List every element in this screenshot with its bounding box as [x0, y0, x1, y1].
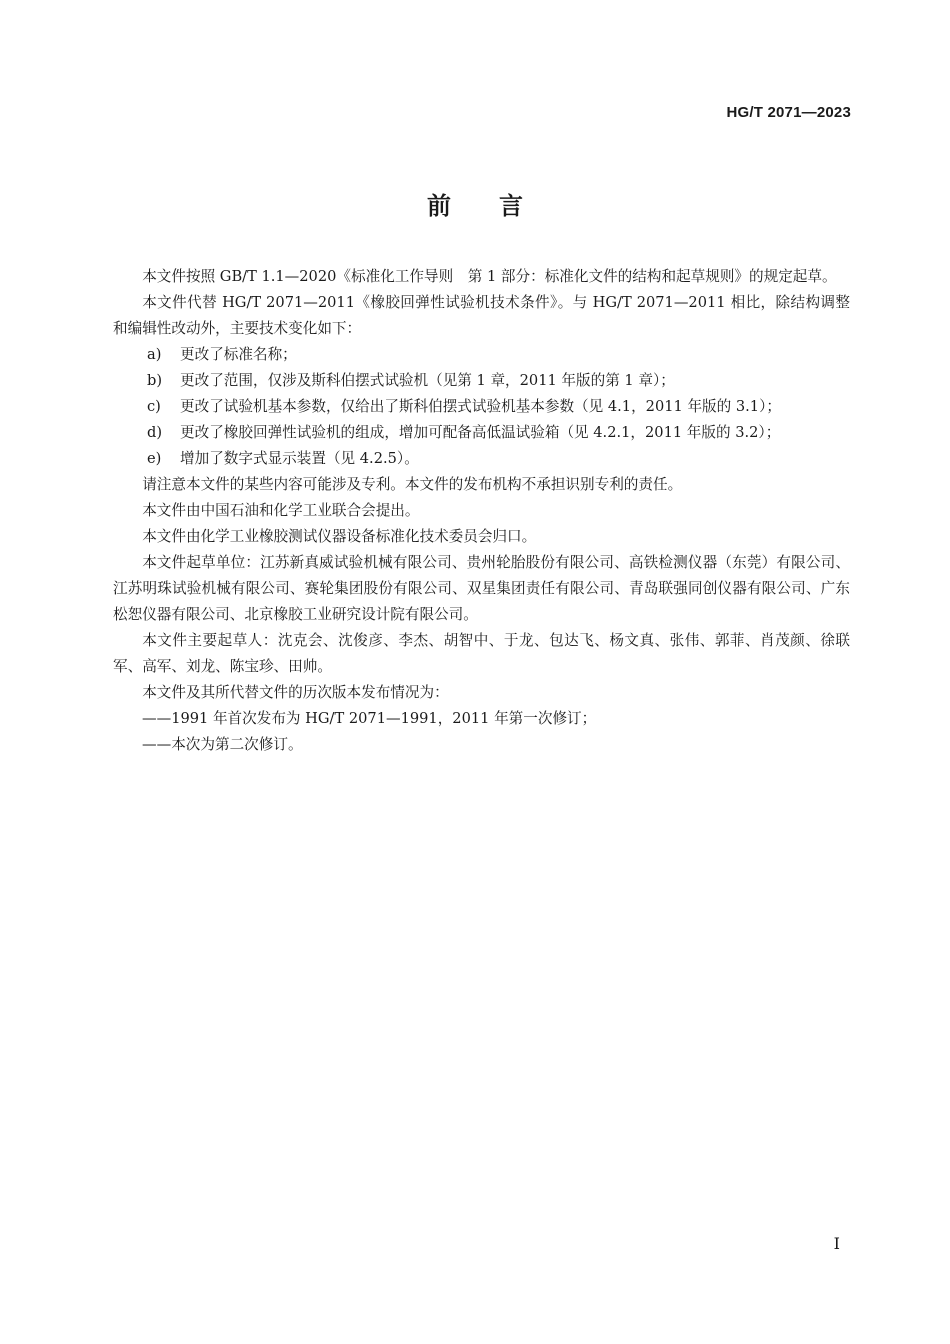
list-marker: a) [147, 346, 162, 363]
list-item-text: 更改了标准名称； [180, 346, 297, 363]
paragraph-drafters: 本文件主要起草人：沈克会、沈俊彦、李杰、胡智中、于龙、包达飞、杨文真、张伟、郭菲、肖茂颜、徐联军、高军、刘龙、陈宝珍、田帅。 [113, 632, 850, 675]
list-item [113, 342, 850, 368]
paragraph-replacement: 本文件代替 HG/T 2071—2011《橡胶回弹性试验机技术条件》。与 HG/T 2071—2011 相比，除结构调整和编辑性改动外，主要技术变化如下： [113, 294, 850, 337]
paragraph-drafting-units: 本文件起草单位：江苏新真威试验机械有限公司、贵州轮胎股份有限公司、高铁检测仪器（东莞）有限公司、江苏明珠试验机械有限公司、赛轮集团股份有限公司、双星集团责任有限公司、青岛联强同创仪器有限公司、广东松恕仪器有限公司、北京橡胶工业研究设计院有限公司。 [113, 554, 850, 623]
list-marker: d) [147, 424, 163, 441]
list-item [113, 368, 850, 394]
list-item-text: 增加了数字式显示装置（见 4.2.5）。 [180, 450, 419, 467]
list-marker: e) [147, 450, 162, 467]
paragraph-version-history: 本文件及其所代替文件的历次版本发布情况为： [142, 684, 449, 701]
paragraph-patent-notice: 请注意本文件的某些内容可能涉及专利。本文件的发布机构不承担识别专利的责任。 [142, 476, 683, 493]
page-number: I [833, 1234, 840, 1253]
list-item-text: 更改了范围，仅涉及斯科伯摆式试验机（见第 1 章，2011 年版的第 1 章）； [180, 372, 675, 389]
list-item [113, 394, 850, 420]
version-history-item: ——1991 年首次发布为 HG/T 2071—1991，2011 年第一次修订； [142, 710, 597, 727]
list-item-text: 更改了试验机基本参数，仅给出了斯科伯摆式试验机基本参数（见 4.1，2011 年版的 3.1）； [180, 398, 781, 415]
list-item [113, 420, 850, 446]
foreword-body [113, 264, 850, 758]
paragraph-committee: 本文件由化学工业橡胶测试仪器设备标准化技术委员会归口。 [142, 528, 537, 545]
list-item-text: 更改了橡胶回弹性试验机的组成，增加可配备高低温试验箱（见 4.2.1，2011 年版的 3.2）； [180, 424, 781, 441]
document-code: HG/T 2071—2023 [726, 104, 851, 121]
paragraph-proposer: 本文件由中国石油和化学工业联合会提出。 [142, 502, 420, 519]
list-marker: c) [147, 398, 161, 415]
paragraph-drafting-rules: 本文件按照 GB/T 1.1—2020《标准化工作导则 第 1 部分：标准化文件的结构和起草规则》的规定起草。 [142, 268, 837, 285]
page-title: 前言 [427, 192, 571, 220]
list-marker: b) [147, 372, 163, 389]
list-item [113, 446, 850, 472]
version-history-item: ——本次为第二次修订。 [142, 736, 303, 753]
